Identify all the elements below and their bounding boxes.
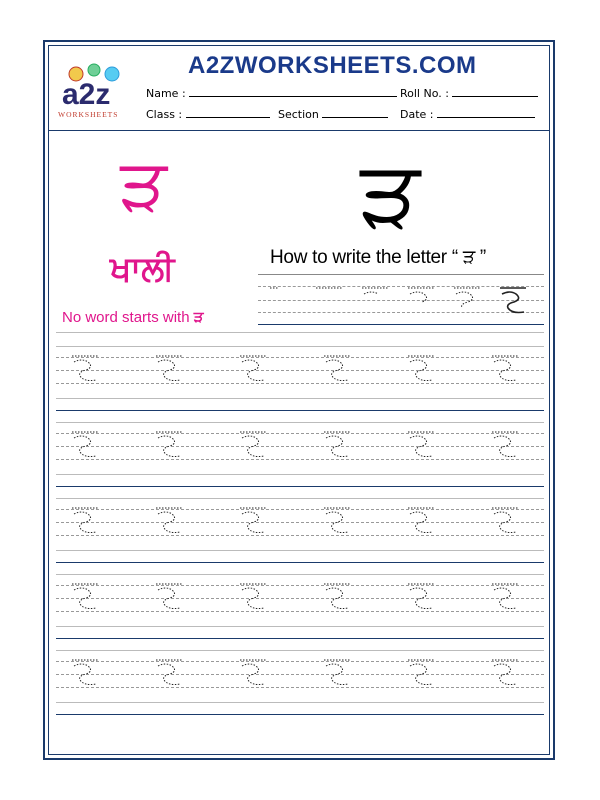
stroke-step-5	[452, 284, 482, 314]
trace-letter	[70, 656, 100, 686]
practice-row-1-dash1	[56, 357, 544, 358]
date-label: Date :	[400, 108, 434, 121]
logo-subtext: WORKSHEETS	[58, 110, 119, 119]
date-field[interactable]	[400, 107, 535, 121]
no-word-text: No word starts with	[62, 309, 194, 326]
trace-letter	[322, 504, 352, 534]
trace-letter	[490, 428, 520, 458]
trace-letter	[70, 428, 100, 458]
roll-line[interactable]	[452, 86, 538, 97]
trace-letter	[70, 504, 100, 534]
stroke-step-6	[498, 284, 528, 314]
logo-text: a2z	[62, 78, 111, 111]
practice-row-5-separator	[56, 714, 544, 715]
stroke-step-2	[314, 284, 344, 314]
stroke-step-4	[406, 284, 436, 314]
practice-row-5-dash2	[56, 674, 544, 675]
practice-row-2-dash2	[56, 446, 544, 447]
trace-letter	[406, 580, 436, 610]
practice-row-2-dash1	[56, 433, 544, 434]
practice-row-1-dash3	[56, 383, 544, 384]
practice-row-4-separator	[56, 638, 544, 639]
trace-letter	[406, 504, 436, 534]
trace-letter	[238, 504, 268, 534]
practice-row-1-separator	[56, 410, 544, 411]
trace-letter	[322, 352, 352, 382]
stroke-step-3	[360, 284, 390, 314]
a2z-logo	[54, 58, 136, 122]
howto-prefix: How to write the letter “	[270, 247, 463, 268]
practice-row-4-dash1	[56, 585, 544, 586]
trace-letter	[70, 352, 100, 382]
featured-letter-outline: ੜ	[360, 140, 421, 247]
trace-letter	[322, 428, 352, 458]
practice-row-2-separator	[56, 486, 544, 487]
roll-field[interactable]	[400, 86, 538, 100]
practice-row-1-dash2	[56, 370, 544, 371]
trace-letter	[238, 656, 268, 686]
trace-letter	[406, 352, 436, 382]
practice-row-5-base	[56, 702, 544, 703]
name-line[interactable]	[189, 86, 397, 97]
practice-row-3-base	[56, 550, 544, 551]
practice-row-5-dash1	[56, 661, 544, 662]
section-line[interactable]	[322, 107, 388, 118]
date-line[interactable]	[437, 107, 535, 118]
practice-row-4-top	[56, 574, 544, 575]
name-field[interactable]	[146, 86, 397, 100]
trace-letter	[490, 656, 520, 686]
no-word-glyph: ੜ	[193, 309, 204, 326]
trace-letter	[154, 580, 184, 610]
logo-graphic	[54, 58, 136, 122]
featured-letter: ੜ	[120, 142, 168, 226]
howto-heading	[270, 247, 486, 269]
practice-row-4-dash2	[56, 598, 544, 599]
trace-letter	[238, 352, 268, 382]
trace-letter	[406, 656, 436, 686]
trace-letter	[490, 352, 520, 382]
practice-row-3-dash1	[56, 509, 544, 510]
stroke-step-1	[268, 284, 298, 314]
trace-letter	[406, 428, 436, 458]
trace-letter	[154, 504, 184, 534]
trace-letter	[322, 580, 352, 610]
practice-row-3-top	[56, 498, 544, 499]
practice-row-3-dash2	[56, 522, 544, 523]
class-field[interactable]	[146, 107, 270, 121]
trace-letter	[70, 580, 100, 610]
trace-letter	[154, 656, 184, 686]
practice-row-2-base	[56, 474, 544, 475]
practice-row-2-dash3	[56, 459, 544, 460]
practice-row-4-base	[56, 626, 544, 627]
practice-row-3-separator	[56, 562, 544, 563]
practice-row-4-dash3	[56, 611, 544, 612]
practice-row-2-top	[56, 422, 544, 423]
howto-glyph: ੜ	[462, 247, 475, 268]
stroke-guide-top	[258, 274, 544, 275]
practice-row-5-dash3	[56, 687, 544, 688]
practice-row-1-base	[56, 398, 544, 399]
stroke-guide-base	[258, 324, 544, 325]
trace-letter	[490, 580, 520, 610]
section-divider	[56, 332, 544, 333]
class-label: Class :	[146, 108, 183, 121]
practice-row-5-top	[56, 650, 544, 651]
trace-letter	[322, 656, 352, 686]
class-line[interactable]	[186, 107, 270, 118]
trace-letter	[490, 504, 520, 534]
example-word: ਖਾਲੀ	[110, 249, 175, 289]
howto-suffix: ”	[474, 247, 486, 268]
section-label: Section	[278, 108, 319, 121]
section-field[interactable]	[278, 107, 388, 121]
trace-letter	[154, 428, 184, 458]
header-divider	[48, 130, 550, 131]
trace-letter	[154, 352, 184, 382]
practice-row-3-dash3	[56, 535, 544, 536]
no-word-note	[62, 309, 204, 326]
site-title: A2ZWORKSHEETS.COM	[188, 52, 477, 79]
practice-row-1-top	[56, 346, 544, 347]
name-label: Name :	[146, 87, 186, 100]
roll-label: Roll No. :	[400, 87, 449, 100]
trace-letter	[238, 428, 268, 458]
trace-letter	[238, 580, 268, 610]
